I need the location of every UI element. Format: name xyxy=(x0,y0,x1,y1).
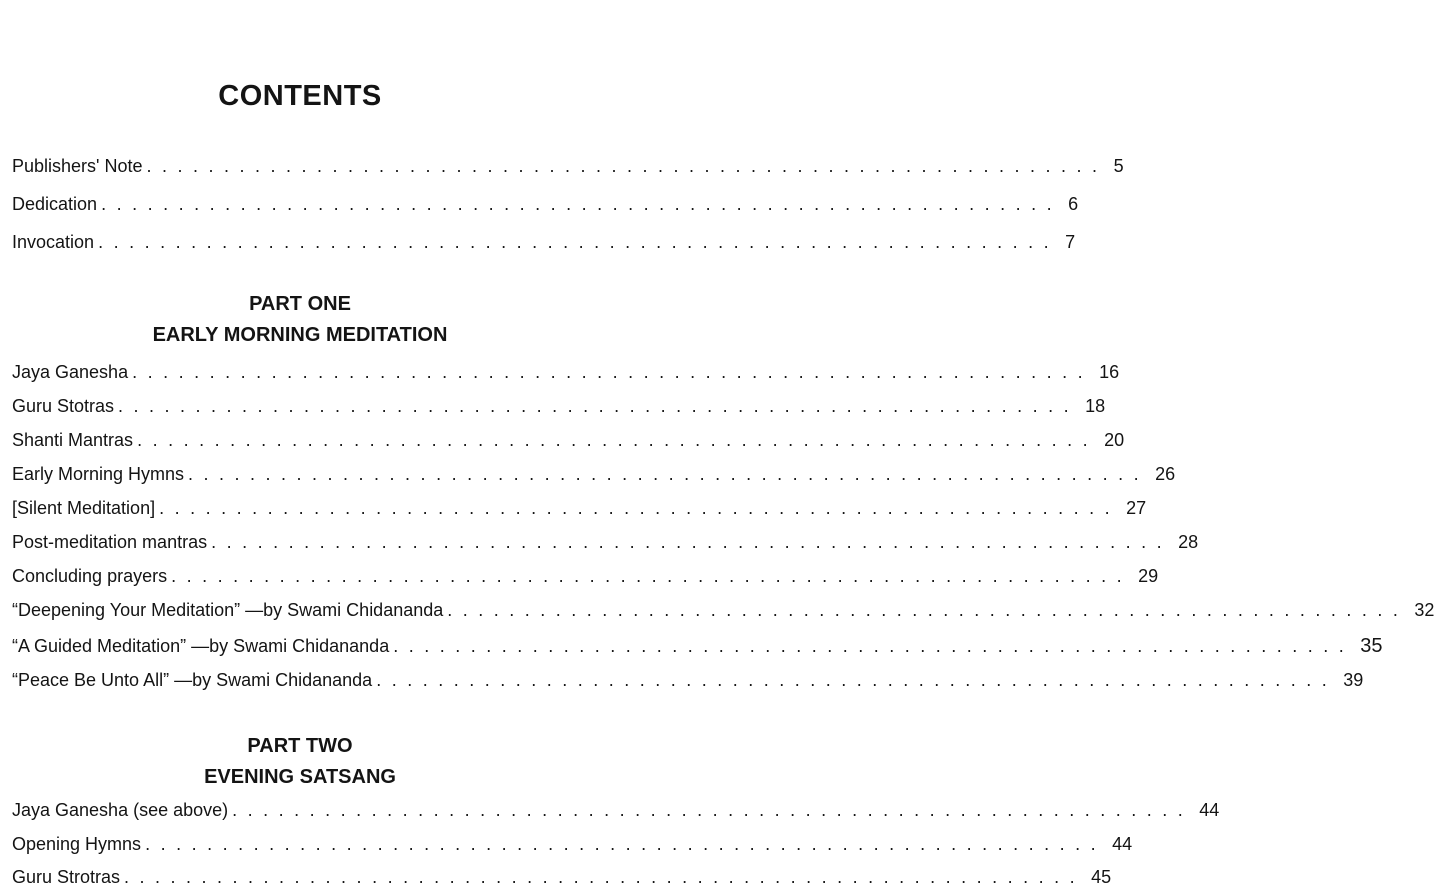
toc-entry-page: 16 xyxy=(1099,362,1120,382)
toc-entry xyxy=(12,632,1383,660)
toc-entry-invocation xyxy=(12,228,1076,256)
toc-entry-title: [Silent Meditation] xyxy=(12,498,156,518)
toc-entry-title: Invocation xyxy=(12,232,95,252)
page-title: CONTENTS xyxy=(218,80,382,112)
toc-entry-page: 5 xyxy=(1113,156,1124,176)
dot-leader: .............................................................. xyxy=(124,867,1086,887)
dot-leader: .............................................................. xyxy=(188,464,1150,484)
toc-entry-title: Concluding prayers xyxy=(12,566,168,586)
toc-entry-title: Opening Hymns xyxy=(12,834,142,854)
toc-entry-title: Dedication xyxy=(12,194,98,214)
dot-leader: .............................................................. xyxy=(132,362,1094,382)
toc-entry-title: “A Guided Meditation” —by Swami Chidananda xyxy=(12,636,390,656)
toc-entry-publishers-note xyxy=(12,152,1124,180)
toc-entry xyxy=(12,796,1220,824)
toc-entry xyxy=(12,863,1112,891)
toc-entry xyxy=(12,562,1159,590)
dot-leader: .............................................................. xyxy=(98,232,1060,252)
toc-entry-title: Publishers' Note xyxy=(12,156,143,176)
toc-entry-page: 44 xyxy=(1199,800,1220,820)
part-one-heading xyxy=(0,289,600,351)
dot-leader: .............................................................. xyxy=(145,834,1107,854)
toc-entry xyxy=(12,392,1106,420)
toc-entry xyxy=(12,666,1364,694)
toc-entry-page: 35 xyxy=(1360,635,1383,657)
toc-entry-page: 29 xyxy=(1138,566,1159,586)
toc-entry-title: Jaya Ganesha (see above) xyxy=(12,800,229,820)
dot-leader: .............................................................. xyxy=(137,430,1099,450)
toc-entry-title: “Peace Be Unto All” —by Swami Chidananda xyxy=(12,670,373,690)
toc-entry-dedication xyxy=(12,190,1079,218)
part-one-title: EARLY MORNING MEDITATION xyxy=(152,324,448,346)
toc-entry-title: Guru Strotras xyxy=(12,867,121,887)
toc-entry-title: Post-meditation mantras xyxy=(12,532,208,552)
dot-leader: .............................................................. xyxy=(376,670,1338,690)
toc-entry-page: 45 xyxy=(1091,867,1112,887)
part-two-label: PART TWO xyxy=(247,735,353,757)
toc-entry-page: 20 xyxy=(1104,430,1125,450)
toc-entry xyxy=(12,426,1125,454)
dot-leader: .............................................................. xyxy=(232,800,1194,820)
toc-entry-title: Guru Stotras xyxy=(12,396,115,416)
toc-entry-page: 28 xyxy=(1178,532,1199,552)
toc-entry xyxy=(12,528,1199,556)
dot-leader: .............................................................. xyxy=(159,498,1121,518)
part-one-label: PART ONE xyxy=(249,293,351,315)
part-two-heading xyxy=(0,731,600,793)
toc-entry-page: 7 xyxy=(1065,232,1076,252)
toc-entry-title: “Deepening Your Meditation” —by Swami Chidananda xyxy=(12,600,444,620)
toc-entry-page: 39 xyxy=(1343,670,1364,690)
toc-entry-page: 18 xyxy=(1085,396,1106,416)
toc-entry-page: 6 xyxy=(1068,194,1079,214)
toc-entry-title: Shanti Mantras xyxy=(12,430,134,450)
dot-leader: .............................................................. xyxy=(171,566,1133,586)
toc-entry xyxy=(12,358,1120,386)
toc-entry xyxy=(12,494,1147,522)
dot-leader: .............................................................. xyxy=(118,396,1080,416)
dot-leader: .............................................................. xyxy=(393,636,1355,656)
toc-entry xyxy=(12,460,1176,488)
toc-entry-page: 44 xyxy=(1112,834,1133,854)
dot-leader: .............................................................. xyxy=(101,194,1063,214)
toc-entry-page: 27 xyxy=(1126,498,1147,518)
dot-leader: .............................................................. xyxy=(447,600,1409,620)
toc-entry xyxy=(12,830,1133,858)
toc-entry-title: Early Morning Hymns xyxy=(12,464,185,484)
dot-leader: .............................................................. xyxy=(211,532,1173,552)
dot-leader: .............................................................. xyxy=(146,156,1108,176)
toc-entry-page: 32 xyxy=(1414,600,1434,620)
toc-entry-page: 26 xyxy=(1155,464,1176,484)
toc-entry xyxy=(12,596,1434,624)
toc-entry-title: Jaya Ganesha xyxy=(12,362,129,382)
part-two-title: EVENING SATSANG xyxy=(204,766,396,788)
